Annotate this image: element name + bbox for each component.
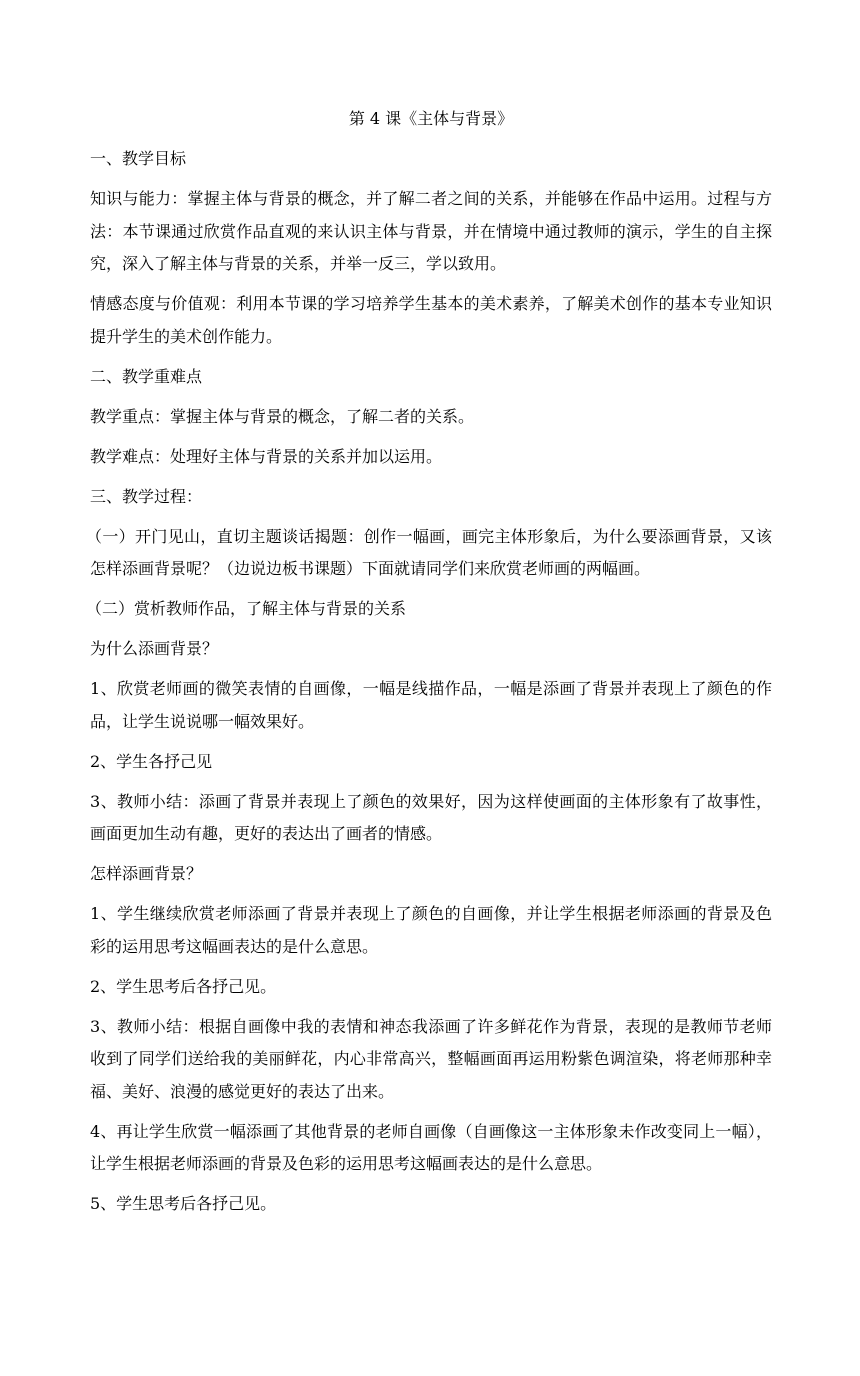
section-heading-process: 三、教学过程： [90,486,203,506]
section-heading-key-points: 二、教学重难点 [90,366,203,386]
document-page [86,103,772,1228]
lesson-title: 第 4 课《主体与背景》 [348,109,514,128]
list-item: 3、教师小结：根据自画像中我的表情和神态我添画了许多鲜花作为背景，表现的是教师节老师收到了同学们送给我的美丽鲜花，内心非常高兴，整幅画面再运用粉紫色调渲染，将老师那种幸福、美好、浪漫的感觉更好的表达了出来。 [90,1016,772,1101]
paragraph-difficult-point: 教学难点：处理好主体与背景的关系并加以运用。 [90,446,443,466]
subheading-why-background: 为什么添画背景？ [90,639,219,658]
paragraph-key-point: 教学重点：掌握主体与背景的概念，了解二者的关系。 [90,406,475,426]
list-item: 3、教师小结：添画了背景并表现上了颜色的效果好，因为这样使画面的主体形象有了故事性，画面更加生动有趣，更好的表达出了画者的情感。 [90,791,772,843]
list-item: 1、学生继续欣赏老师添画了背景并表现上了颜色的自画像，并让学生根据老师添画的背景及色彩的运用思考这幅画表达的是什么意思。 [90,904,772,956]
list-item: 1、欣赏老师画的微笑表情的自画像，一幅是线描作品，一幅是添画了背景并表现上了颜色的作品，让学生说说哪一幅效果好。 [90,679,772,731]
subheading-how-background: 怎样添画背景？ [90,864,203,883]
paragraph-knowledge-ability: 知识与能力：掌握主体与背景的概念，并了解二者之间的关系，并能够在作品中运用。过程与方法：本节课通过欣赏作品直观的来认识主体与背景，并在情境中通过教师的演示，学生的自主探究，深入了解主体与背景的关系，并举一反三，学以致用。 [90,189,772,273]
paragraph-step-one: （一）开门见山，直切主题谈话揭题：创作一幅画，画完主体形象后，为什么要添画背景，又该怎样添画背景呢？（边说边板书课题）下面就请同学们来欣赏老师画的两幅画。 [86,526,772,578]
paragraph-step-two: （二）赏析教师作品，了解主体与背景的关系 [86,599,407,618]
list-item: 2、学生各抒己见 [90,751,213,771]
list-item: 5、学生思考后各抒己见。 [90,1194,277,1213]
section-heading-objectives: 一、教学目标 [90,149,187,168]
list-item: 2、学生思考后各抒己见。 [90,976,277,996]
list-item: 4、再让学生欣赏一幅添画了其他背景的老师自画像（自画像这一主体形象未作改变同上一幅），让学生根据老师添画的背景及色彩的运用思考这幅画表达的是什么意思。 [90,1121,772,1173]
paragraph-emotion-values: 情感态度与价值观：利用本节课的学习培养学生基本的美术素养，了解美术创作的基本专业知识提升学生的美术创作能力。 [90,294,772,346]
